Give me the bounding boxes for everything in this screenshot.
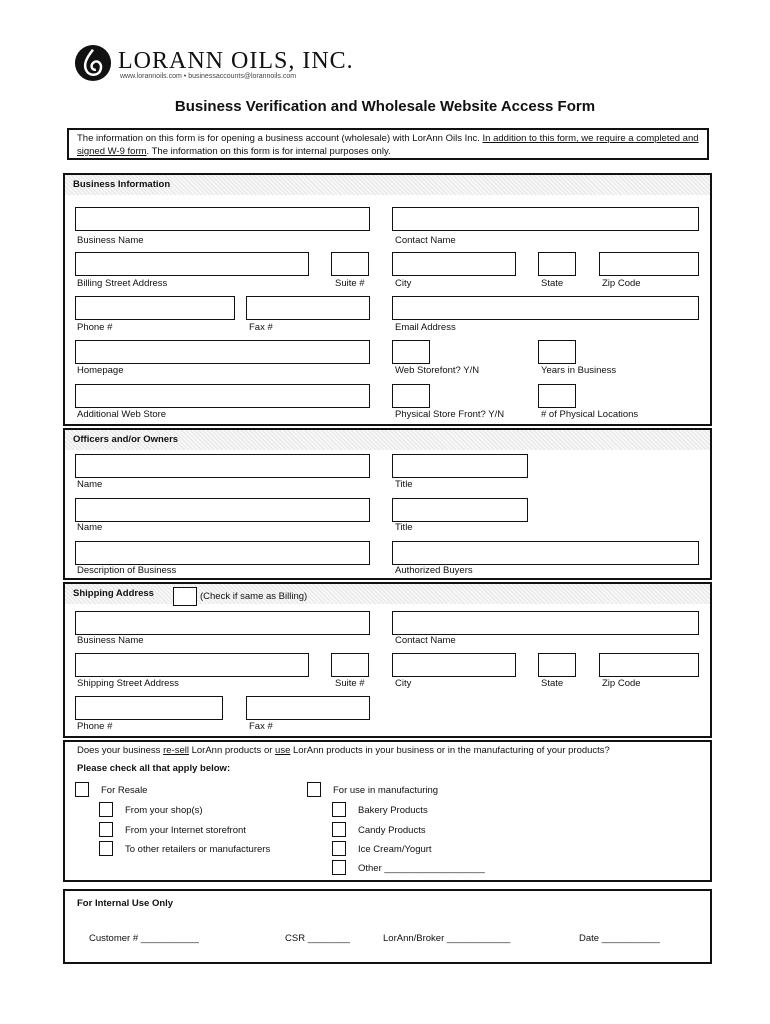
phone-label: Phone # <box>77 322 113 333</box>
section-heading: Business Information <box>65 175 710 195</box>
officer-name-field-2[interactable] <box>75 498 370 522</box>
additional-web-store-label: Additional Web Store <box>77 409 167 420</box>
homepage-label: Homepage <box>77 365 124 376</box>
officer-title-label-2: Title <box>395 522 413 533</box>
resale-shop-label: From your shop(s) <box>125 805 203 816</box>
shipping-fax-label: Fax # <box>249 721 273 732</box>
for-resale-checkbox[interactable] <box>75 782 89 797</box>
other-checkbox[interactable] <box>332 860 346 875</box>
phone-field[interactable] <box>75 296 235 320</box>
question-part-3: LorAnn products in your business or in the manufacturing of your products? <box>290 745 610 756</box>
usage-instruction: Please check all that apply below: <box>77 763 231 774</box>
bakery-checkbox[interactable] <box>332 802 346 817</box>
resale-shop-checkbox[interactable] <box>99 802 113 817</box>
intro-text-1: The information on this form is for opening a business account (wholesale) with LorAnn Oils Inc. <box>77 133 480 144</box>
shipping-state-label: State <box>541 678 564 689</box>
shipping-street-field[interactable] <box>75 653 309 677</box>
billing-suite-field[interactable] <box>331 252 369 276</box>
same-as-billing-label: (Check if same as Billing) <box>200 591 308 602</box>
same-as-billing-checkbox[interactable] <box>173 587 197 606</box>
physical-store-label: Physical Store Front? Y/N <box>395 409 505 420</box>
billing-state-label: State <box>541 278 564 289</box>
candy-checkbox[interactable] <box>332 822 346 837</box>
for-resale-label: For Resale <box>101 785 148 796</box>
internal-use-heading: For Internal Use Only <box>77 898 174 909</box>
officer-title-label-1: Title <box>395 479 413 490</box>
officer-title-field-2[interactable] <box>392 498 528 522</box>
officer-name-field-1[interactable] <box>75 454 370 478</box>
business-name-label: Business Name <box>77 235 144 246</box>
bakery-label: Bakery Products <box>358 805 428 816</box>
resale-internet-checkbox[interactable] <box>99 822 113 837</box>
shipping-business-name-field[interactable] <box>75 611 370 635</box>
resale-retailers-label: To other retailers or manufacturers <box>125 844 271 855</box>
additional-web-store-field[interactable] <box>75 384 370 408</box>
shipping-zip-label: Zip Code <box>602 678 641 689</box>
usage-section <box>63 740 712 882</box>
homepage-field[interactable] <box>75 340 370 364</box>
officer-name-label-1: Name <box>77 479 103 490</box>
question-use: use <box>275 745 291 756</box>
manufacturing-checkbox[interactable] <box>307 782 321 797</box>
shipping-phone-label: Phone # <box>77 721 113 732</box>
physical-store-field[interactable] <box>392 384 430 408</box>
officers-section <box>63 428 712 580</box>
question-resell: re-sell <box>163 745 189 756</box>
billing-street-label: Billing Street Address <box>77 278 168 289</box>
shipping-street-label: Shipping Street Address <box>77 678 179 689</box>
billing-zip-field[interactable] <box>599 252 699 276</box>
broker-line[interactable]: LorAnn/Broker ____________ <box>383 933 511 944</box>
question-part-1: Does your business <box>77 745 164 756</box>
resale-retailers-checkbox[interactable] <box>99 841 113 856</box>
contact-name-label: Contact Name <box>395 235 456 246</box>
business-info-section <box>63 173 712 426</box>
billing-street-field[interactable] <box>75 252 309 276</box>
intro-note <box>67 128 709 160</box>
logo-text: LORANN OILS, INC. <box>118 48 354 74</box>
shipping-city-label: City <box>395 678 412 689</box>
shipping-section <box>63 582 712 738</box>
section-heading <box>65 584 710 604</box>
officer-name-label-2: Name <box>77 522 103 533</box>
date-line[interactable]: Date ___________ <box>579 933 660 944</box>
form-title: Business Verification and Wholesale Website Access Form <box>174 98 596 115</box>
authorized-buyers-field[interactable] <box>392 541 699 565</box>
intro-w9-requirement: In addition to this form, we require a completed and signed W-9 form <box>77 133 699 157</box>
physical-locations-field[interactable] <box>538 384 576 408</box>
fax-label: Fax # <box>249 322 273 333</box>
shipping-state-field[interactable] <box>538 653 576 677</box>
shipping-zip-field[interactable] <box>599 653 699 677</box>
shipping-contact-name-label: Contact Name <box>395 635 456 646</box>
ice-cream-checkbox[interactable] <box>332 841 346 856</box>
years-in-business-label: Years in Business <box>541 365 617 376</box>
billing-state-field[interactable] <box>538 252 576 276</box>
business-description-field[interactable] <box>75 541 370 565</box>
billing-city-field[interactable] <box>392 252 516 276</box>
shipping-suite-field[interactable] <box>331 653 369 677</box>
usage-question <box>77 745 610 756</box>
billing-city-label: City <box>395 278 412 289</box>
shipping-business-name-label: Business Name <box>77 635 144 646</box>
physical-locations-label: # of Physical Locations <box>541 409 639 420</box>
web-storefront-field[interactable] <box>392 340 430 364</box>
officer-title-field-1[interactable] <box>392 454 528 478</box>
manufacturing-label: For use in manufacturing <box>333 785 439 796</box>
shipping-city-field[interactable] <box>392 653 516 677</box>
resale-internet-label: From your Internet storefront <box>125 825 246 836</box>
business-description-label: Description of Business <box>77 565 177 576</box>
shipping-heading: Shipping Address <box>73 588 154 599</box>
shipping-phone-field[interactable] <box>75 696 223 720</box>
section-heading: Officers and/or Owners <box>65 430 710 450</box>
logo-subtext: www.lorannoils.com • businessaccounts@lorannoils.com <box>120 73 297 80</box>
shipping-contact-name-field[interactable] <box>392 611 699 635</box>
candy-label: Candy Products <box>358 825 426 836</box>
question-part-2: LorAnn products or <box>188 745 276 756</box>
intro-text-2: . The information on this form is for internal purposes only. <box>146 146 391 157</box>
lorann-logo-icon <box>74 44 112 82</box>
billing-zip-label: Zip Code <box>602 278 641 289</box>
email-label: Email Address <box>395 322 456 333</box>
contact-name-field[interactable] <box>392 207 699 231</box>
csr-line[interactable]: CSR ________ <box>285 933 350 944</box>
internal-use-section <box>63 889 712 964</box>
email-field[interactable] <box>392 296 699 320</box>
years-in-business-field[interactable] <box>538 340 576 364</box>
ice-cream-label: Ice Cream/Yogurt <box>358 844 432 855</box>
web-storefront-label: Web Storefont? Y/N <box>395 365 480 376</box>
other-label: Other ___________________ <box>358 863 485 874</box>
shipping-fax-field[interactable] <box>246 696 370 720</box>
authorized-buyers-label: Authorized Buyers <box>395 565 473 576</box>
shipping-suite-label: Suite # <box>335 678 365 689</box>
customer-number-line[interactable]: Customer # ___________ <box>89 933 199 944</box>
billing-suite-label: Suite # <box>335 278 365 289</box>
fax-field[interactable] <box>246 296 370 320</box>
business-name-field[interactable] <box>75 207 370 231</box>
